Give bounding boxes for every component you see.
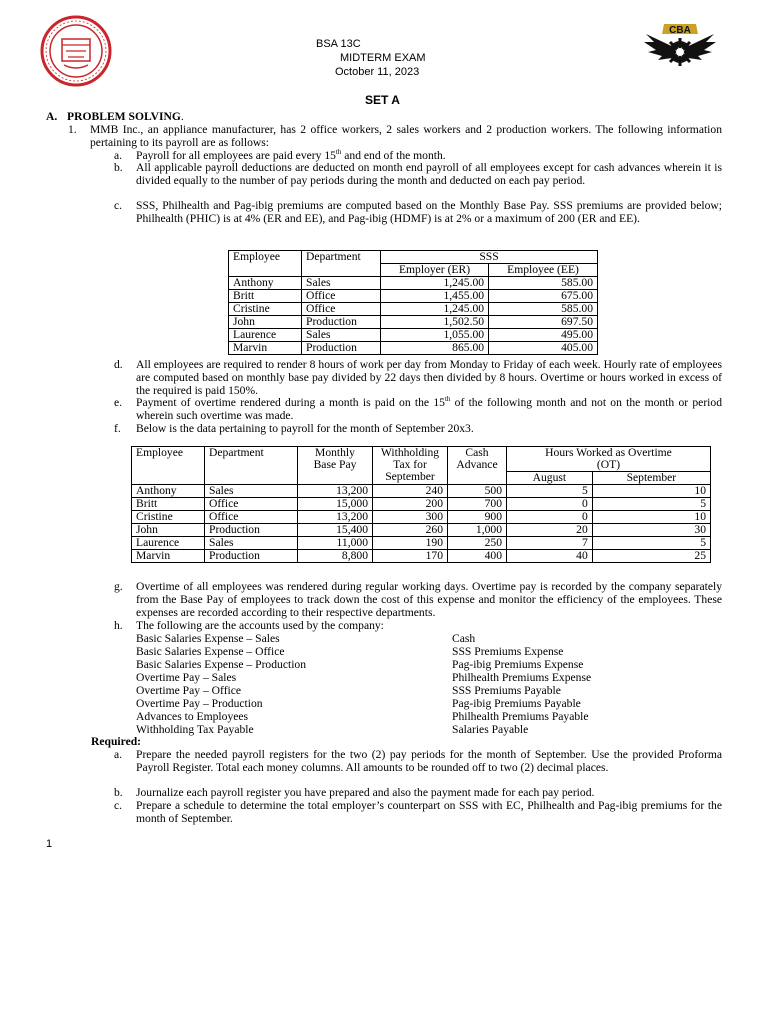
sss-premium-table (228, 250, 598, 355)
list-item: Basic Salaries Expense – Production (136, 658, 307, 671)
cba-logo (640, 20, 720, 75)
department-cell: Office (205, 511, 298, 524)
department-cell: Sales (302, 277, 381, 290)
employee-cell: John (229, 316, 302, 329)
list-item: Salaries Payable (452, 723, 529, 736)
ot-august-cell: 0 (507, 511, 593, 524)
table-row (229, 316, 598, 329)
payroll-header-cash-advance (448, 447, 507, 485)
list-item: SSS Premiums Payable (452, 684, 561, 697)
er-cell: 1,245.00 (381, 277, 489, 290)
sss-header-employee: Employee (229, 251, 302, 277)
payroll-header-september: September (592, 472, 710, 485)
department-cell: Sales (205, 485, 298, 498)
list-item: Philhealth Premiums Payable (452, 710, 589, 723)
item-a-superscript: th (335, 148, 342, 157)
base-pay-cell: 15,400 (298, 524, 373, 537)
problem-number: 1. (68, 123, 77, 136)
item-g-text: Overtime of all employees was rendered during regular working days. Overtime pay is recorded by the company separately from the Base Pay of employees to track down the cost of this expense and monitor the efficiency of the employees. These expenses are recorded according to their respective departments. (136, 580, 722, 619)
cash-advance-cell: 500 (448, 485, 507, 498)
section-title-text: PROBLEM SOLVING (67, 110, 181, 123)
department-cell: Sales (302, 329, 381, 342)
base-pay-cell: 8,800 (298, 550, 373, 563)
tax-cell: 170 (373, 550, 448, 563)
department-cell: Sales (205, 537, 298, 550)
university-seal-icon (40, 15, 112, 87)
ee-cell: 675.00 (489, 290, 598, 303)
item-e-superscript: th (444, 395, 451, 404)
payroll-header-department: Department (205, 447, 298, 485)
table-row (132, 524, 711, 537)
sss-header-ee: Employee (EE) (489, 264, 598, 277)
base-pay-cell: 11,000 (298, 537, 373, 550)
employee-cell: Laurence (132, 537, 205, 550)
table-row (132, 485, 711, 498)
cash-line1: Cash (465, 446, 489, 459)
list-item: Basic Salaries Expense – Office (136, 645, 285, 658)
cash-advance-cell: 1,000 (448, 524, 507, 537)
ot-august-cell: 40 (507, 550, 593, 563)
ee-cell: 495.00 (489, 329, 598, 342)
list-item: Withholding Tax Payable (136, 723, 254, 736)
table-row (132, 550, 711, 563)
accounts-list-right (452, 632, 591, 736)
department-cell: Office (302, 290, 381, 303)
er-cell: 1,055.00 (381, 329, 489, 342)
ot-september-cell: 5 (592, 498, 710, 511)
required-c-text: Prepare a schedule to determine the total employer’s counterpart on SSS with EC, Philhealth and Pag-ibig premiums for the month of September. (136, 799, 722, 825)
ot-line1: Hours Worked as Overtime (545, 446, 672, 459)
tax-line2: Tax for (393, 458, 427, 471)
cash-line2: Advance (456, 458, 498, 471)
set-title: SET A (365, 93, 400, 107)
list-item: Overtime Pay – Production (136, 697, 263, 710)
list-item: Overtime Pay – Office (136, 684, 242, 697)
cash-advance-cell: 700 (448, 498, 507, 511)
section-title-dot: . (180, 110, 184, 123)
item-e-text-part2: of the following month and not on the month or period wherein such overtime was made. (136, 396, 722, 422)
list-item: Basic Salaries Expense – Sales (136, 632, 280, 645)
table-row (132, 537, 711, 550)
item-a-text-part2: and end of the month. (341, 149, 446, 162)
tax-cell: 240 (373, 485, 448, 498)
ot-august-cell: 20 (507, 524, 593, 537)
list-item: Pag-ibig Premiums Payable (452, 697, 581, 710)
ee-cell: 697.50 (489, 316, 598, 329)
payroll-header-withholding-tax (373, 447, 448, 485)
er-cell: 1,245.00 (381, 303, 489, 316)
er-cell: 865.00 (381, 342, 489, 355)
list-item: Philhealth Premiums Expense (452, 671, 592, 684)
item-f-label: f. (114, 422, 121, 435)
problem-intro: MMB Inc., an appliance manufacturer, has 2 office workers, 2 sales workers and 2 production workers. The following information pertaining to its payroll are as follows: (90, 123, 722, 149)
ot-line2: (OT) (596, 458, 621, 471)
table-row (229, 329, 598, 342)
ot-september-cell: 10 (592, 511, 710, 524)
required-heading: Required: (91, 735, 142, 748)
svg-text:CBA: CBA (669, 25, 691, 36)
section-title (67, 110, 184, 123)
employee-cell: Laurence (229, 329, 302, 342)
department-cell: Office (302, 303, 381, 316)
item-b-text: All applicable payroll deductions are deducted on month end payroll of all employees except for cash advances wherein it is divided equally to the number of pay periods during the month and deducted on each pay period. (136, 161, 722, 187)
item-c-text: SSS, Philhealth and Pag-ibig premiums are computed based on the Monthly Base Pay. SSS premiums are provided below; Philhealth (PHIC) is at 4% (ER and EE), and Pag-ibig (HDMF) is at 2% or a maximum of 200 (ER and EE). (136, 199, 722, 225)
ot-august-cell: 0 (507, 498, 593, 511)
sss-header-er: Employer (ER) (381, 264, 489, 277)
list-item: Advances to Employees (136, 710, 249, 723)
base-pay-line2: Base Pay (313, 458, 357, 471)
base-pay-line1: Monthly (315, 446, 355, 459)
employee-cell: Anthony (132, 485, 205, 498)
table-row (132, 511, 711, 524)
page-number: 1 (46, 838, 53, 850)
employee-cell: John (132, 524, 205, 537)
item-a-label: a. (114, 149, 123, 162)
table-row (229, 342, 598, 355)
er-cell: 1,502.50 (381, 316, 489, 329)
tax-line3: September (385, 470, 435, 483)
list-item: SSS Premiums Expense (452, 645, 564, 658)
tax-cell: 260 (373, 524, 448, 537)
ot-september-cell: 25 (592, 550, 710, 563)
table-row (132, 498, 711, 511)
cash-advance-cell: 400 (448, 550, 507, 563)
table-row (229, 277, 598, 290)
item-h-text: The following are the accounts used by the company: (136, 619, 384, 632)
item-h-label: h. (114, 619, 123, 632)
employee-cell: Britt (229, 290, 302, 303)
required-c-label: c. (114, 799, 123, 812)
cba-winged-gear-logo-icon (640, 20, 720, 75)
tax-line1: Withholding (380, 446, 440, 459)
sss-header-department: Department (302, 251, 381, 277)
required-a-label: a. (114, 748, 123, 761)
department-cell: Production (205, 550, 298, 563)
department-cell: Production (205, 524, 298, 537)
item-c-label: c. (114, 199, 123, 212)
item-e-label: e. (114, 396, 123, 409)
ot-august-cell: 5 (507, 485, 593, 498)
base-pay-cell: 13,200 (298, 485, 373, 498)
tax-cell: 200 (373, 498, 448, 511)
accounts-list-left (136, 632, 306, 736)
cash-advance-cell: 900 (448, 511, 507, 524)
item-g-label: g. (114, 580, 123, 593)
required-b-text: Journalize each payroll register you have prepared and also the payment made for each pay period. (136, 786, 595, 799)
employee-cell: Cristine (229, 303, 302, 316)
exam-date: October 11, 2023 (335, 66, 420, 78)
tax-cell: 300 (373, 511, 448, 524)
list-item: Cash (452, 632, 476, 645)
department-cell: Production (302, 342, 381, 355)
payroll-header-employee: Employee (132, 447, 205, 485)
item-a-text-part1: Payroll for all employees are paid every 15 (136, 149, 336, 162)
table-row (229, 303, 598, 316)
item-e-text (136, 396, 722, 422)
required-a-text: Prepare the needed payroll registers for the two (2) pay periods for the month of September. Use the provided Proforma Payroll Register. Total each money columns. All amounts to be rounded off to two (2) decimal places. (136, 748, 722, 774)
required-b-label: b. (114, 786, 123, 799)
ee-cell: 585.00 (489, 303, 598, 316)
list-item: Overtime Pay – Sales (136, 671, 237, 684)
ot-september-cell: 10 (592, 485, 710, 498)
table-row (229, 290, 598, 303)
employee-cell: Anthony (229, 277, 302, 290)
department-cell: Office (205, 498, 298, 511)
tax-cell: 190 (373, 537, 448, 550)
base-pay-cell: 15,000 (298, 498, 373, 511)
payroll-header-overtime (507, 447, 711, 472)
department-cell: Production (302, 316, 381, 329)
ot-september-cell: 5 (592, 537, 710, 550)
cash-advance-cell: 250 (448, 537, 507, 550)
item-d-text: All employees are required to render 8 hours of work per day from Monday to Friday of each week. Hourly rate of employees are computed based on monthly base pay divided by 22 days then divided by 8 hours. Overtime or hours worked in excess of the required is paid 150%. (136, 358, 722, 397)
item-d-label: d. (114, 358, 123, 371)
employee-cell: Marvin (229, 342, 302, 355)
employee-cell: Marvin (132, 550, 205, 563)
base-pay-cell: 13,200 (298, 511, 373, 524)
list-item: Pag-ibig Premiums Expense (452, 658, 584, 671)
employee-cell: Cristine (132, 511, 205, 524)
payroll-data-table (131, 446, 711, 563)
ee-cell: 585.00 (489, 277, 598, 290)
item-b-label: b. (114, 161, 123, 174)
ee-cell: 405.00 (489, 342, 598, 355)
ot-september-cell: 30 (592, 524, 710, 537)
payroll-header-august: August (507, 472, 593, 485)
sss-header-sss: SSS (381, 251, 598, 264)
university-seal-logo (40, 15, 112, 87)
item-e-text-part1: Payment of overtime rendered during a month is paid on the 15 (136, 396, 445, 409)
ot-august-cell: 7 (507, 537, 593, 550)
item-f-text: Below is the data pertaining to payroll for the month of September 20x3. (136, 422, 474, 435)
course-code: BSA 13C (316, 38, 361, 50)
employee-cell: Britt (132, 498, 205, 511)
exam-title: MIDTERM EXAM (340, 52, 426, 64)
er-cell: 1,455.00 (381, 290, 489, 303)
section-label: A. (46, 110, 58, 123)
payroll-header-base-pay (298, 447, 373, 485)
